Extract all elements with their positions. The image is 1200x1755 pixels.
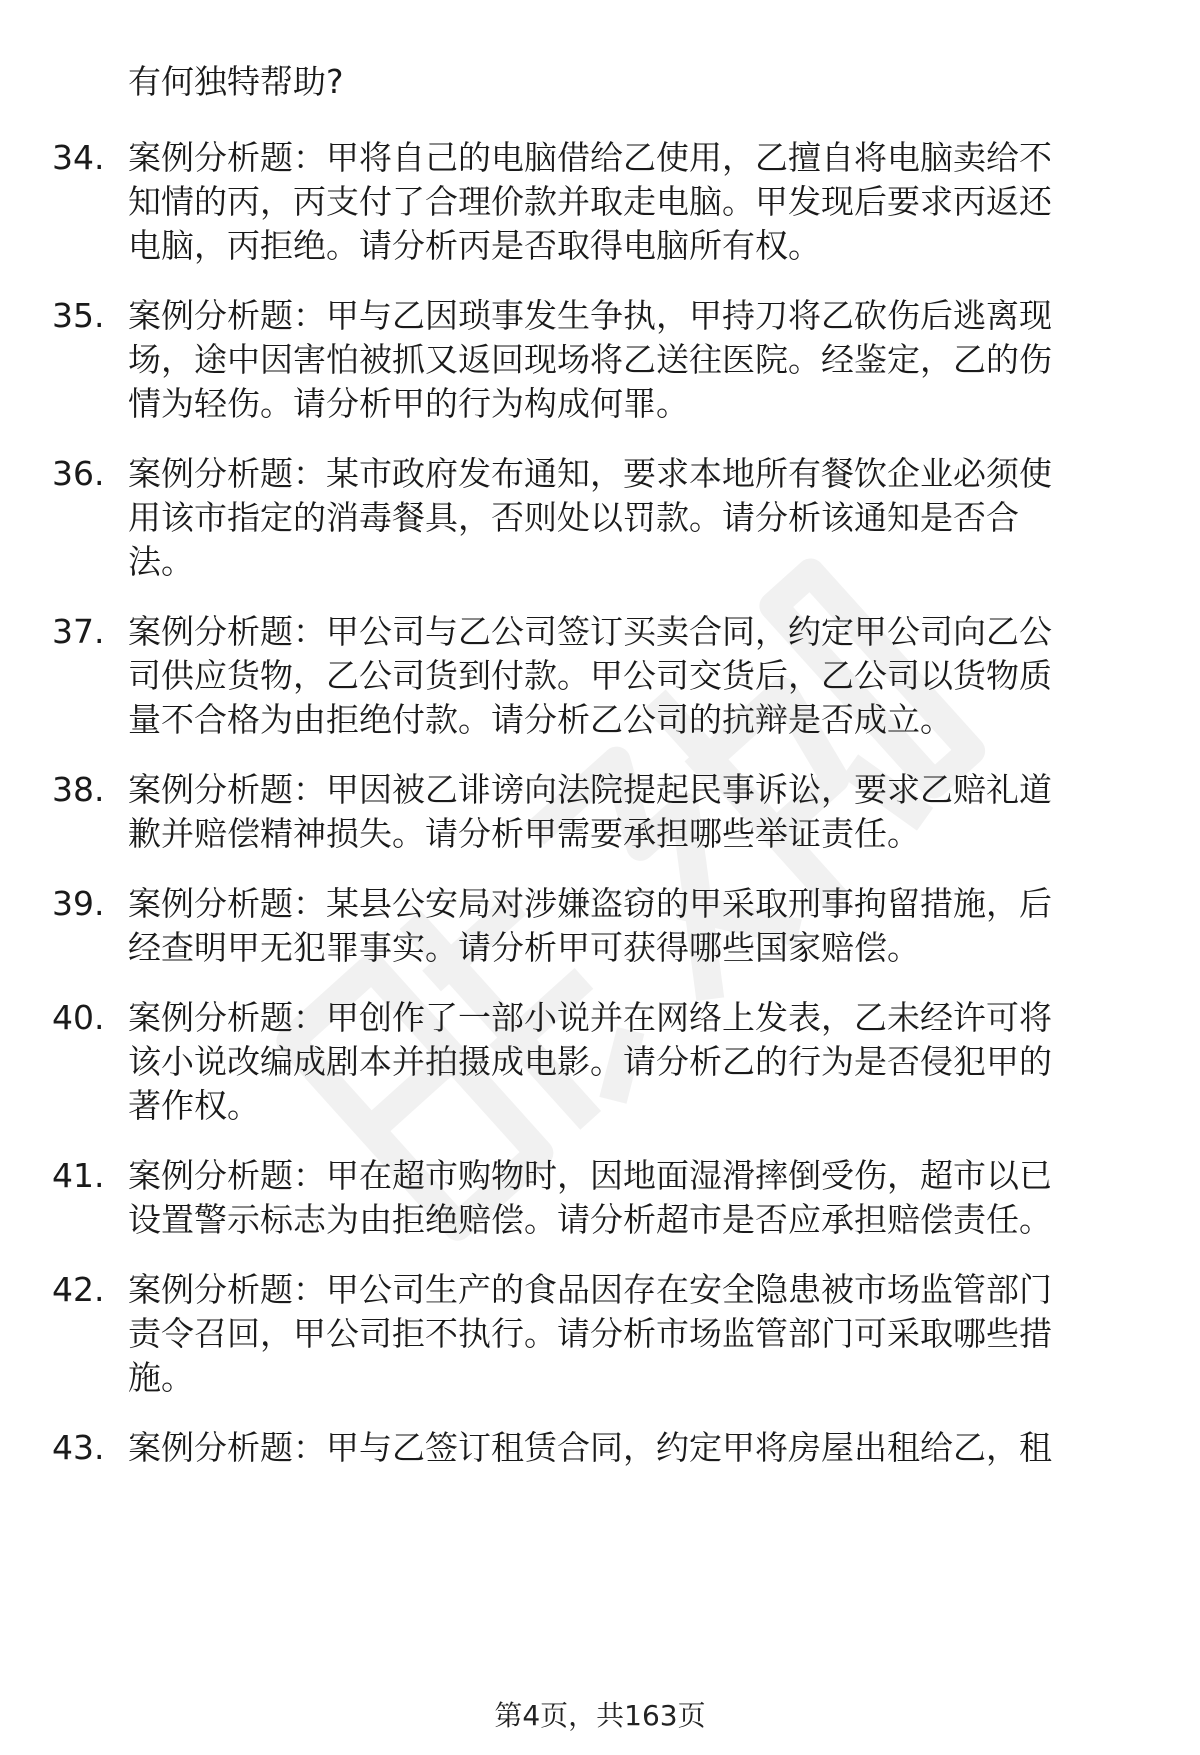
question-text: 案例分析题：甲在超市购物时，因地面湿滑摔倒受伤，超市以已 设置警示标志为由拒绝赔偿。请分析超市是否应承担赔偿责任。: [128, 1156, 1052, 1239]
question-number: 38.: [52, 770, 105, 809]
question-text: 案例分析题：某市政府发布通知，要求本地所有餐饮企业必须使 用该市指定的消毒餐具，否则处以罚款。请分析该通知是否合 法。: [128, 454, 1052, 581]
question-text: 案例分析题：甲创作了一部小说并在网络上发表，乙未经许可将 该小说改编成剧本并拍摄成电影。请分析乙的行为是否侵犯甲的 著作权。: [128, 998, 1052, 1125]
question-text: 案例分析题：某县公安局对涉嫌盗窃的甲采取刑事拘留措施，后 经查明甲无犯罪事实。请分析甲可获得哪些国家赔偿。: [128, 884, 1052, 967]
question-text: 案例分析题：甲公司与乙公司签订买卖合同，约定甲公司向乙公 司供应货物，乙公司货到付款。甲公司交货后，乙公司以货物质 量不合格为由拒绝付款。请分析乙公司的抗辩是否成立。: [128, 612, 1052, 739]
question-number: 34.: [52, 138, 105, 177]
question-text: 案例分析题：甲与乙因琐事发生争执，甲持刀将乙砍伤后逃离现 场，途中因害怕被抓又返回现场将乙送往医院。经鉴定，乙的伤 情为轻伤。请分析甲的行为构成何罪。: [128, 296, 1052, 423]
question-text: 案例分析题：甲因被乙诽谤向法院提起民事诉讼，要求乙赔礼道 歉并赔偿精神损失。请分析甲需要承担哪些举证责任。: [128, 770, 1052, 853]
page-footer: 第4页，共163页: [494, 1699, 706, 1732]
continuation-text: 有何独特帮助?: [128, 62, 344, 101]
question-number: 40.: [52, 998, 105, 1037]
question-number: 41.: [52, 1156, 105, 1195]
question-text: 案例分析题：甲与乙签订租赁合同，约定甲将房屋出租给乙，租: [128, 1428, 1052, 1467]
question-number: 36.: [52, 454, 105, 493]
question-number: 37.: [52, 612, 105, 651]
question-number: 42.: [52, 1270, 105, 1309]
question-number: 39.: [52, 884, 105, 923]
question-text: 案例分析题：甲公司生产的食品因存在安全隐患被市场监管部门 责令召回，甲公司拒不执行。请分析市场监管部门可采取哪些措 施。: [128, 1270, 1052, 1397]
question-number: 43.: [52, 1428, 105, 1467]
question-number: 35.: [52, 296, 105, 335]
question-text: 案例分析题：甲将自己的电脑借给乙使用，乙擅自将电脑卖给不 知情的丙，丙支付了合理价款并取走电脑。甲发现后要求丙返还 电脑，丙拒绝。请分析丙是否取得电脑所有权。: [128, 138, 1052, 265]
